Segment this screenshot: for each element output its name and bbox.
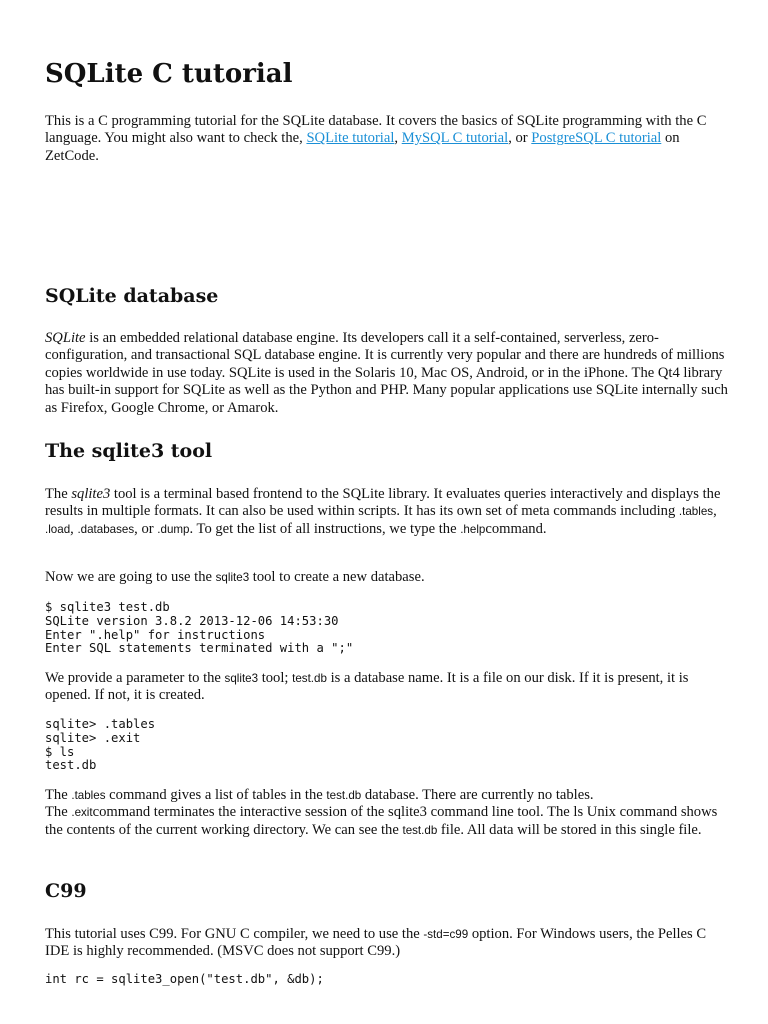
inline-code: .load bbox=[45, 522, 71, 536]
intro-separator: , or bbox=[508, 130, 532, 147]
sqlite-tutorial-link[interactable]: SQLite tutorial bbox=[306, 130, 395, 147]
sqlite3-tool-paragraph-4 bbox=[45, 787, 728, 839]
text: database. There are currently no tables. bbox=[361, 787, 594, 803]
text: command. bbox=[485, 520, 547, 537]
text: The bbox=[45, 787, 72, 803]
intro-separator: , bbox=[394, 130, 402, 147]
inline-code: .databases bbox=[77, 522, 135, 536]
term-sqlite: SQLite bbox=[45, 330, 86, 346]
inline-code: .tables bbox=[71, 789, 106, 802]
text: The bbox=[45, 486, 72, 502]
sqlite-database-paragraph bbox=[45, 330, 728, 417]
text: , bbox=[70, 520, 78, 537]
sqlite3-tool-paragraph-3 bbox=[45, 670, 728, 705]
inline-code: sqlite3 bbox=[215, 571, 250, 584]
inline-code: test.db bbox=[292, 672, 327, 685]
text: Now we are going to use the bbox=[45, 569, 216, 585]
intro-paragraph bbox=[45, 113, 728, 165]
mysql-c-tutorial-link[interactable]: MySQL C tutorial bbox=[401, 130, 509, 147]
text: file. All data will be stored in this single file. bbox=[437, 821, 702, 838]
inline-code: .dump bbox=[157, 522, 190, 536]
sqlite3-tool-paragraph-1 bbox=[45, 486, 728, 538]
c99-paragraph bbox=[45, 926, 728, 961]
text: , bbox=[713, 503, 717, 520]
text: tool; bbox=[258, 670, 293, 686]
text: option. For Windows users, the Pelles C IDE is highly recommended. (MSVC does not support C99.) bbox=[45, 926, 707, 960]
section-heading-sqlite3-tool: The sqlite3 tool bbox=[45, 440, 213, 462]
text: command terminates the interactive session of the sqlite3 command line tool. The ls Unix command shows the contents of the current working directory. We can see the bbox=[45, 804, 718, 838]
code-block-sqlite3-session: $ sqlite3 test.db SQLite version 3.8.2 2013-12-06 14:53:30 Enter ".help" for instructions Enter SQL statements terminated with a ";" bbox=[45, 600, 354, 656]
text: tool is a terminal based frontend to the SQLite library. It evaluates queries interactively and displays the results in multiple formats. It can also be used within scripts. It has its own set of meta commands including bbox=[45, 486, 721, 520]
sqlite-database-text: is an embedded relational database engine. Its developers call it a self-contained, serverless, zero-configuration, and transactional SQL database engine. It is currently very popular and there are hundreds of millions copies worldwide in use today. SQLite is used in the Solaris 10, Mac OS, Android, or in the iPhone. The Qt4 library has built-in support for SQLite as well as the Python and PHP. Many popular applications use SQLite internally such as Firefox, Google Chrome, or Amarok. bbox=[45, 330, 728, 416]
code-block-sqlite3-open: int rc = sqlite3_open("test.db", &db); bbox=[45, 972, 324, 986]
sqlite3-tool-paragraph-2 bbox=[45, 569, 728, 586]
postgresql-c-tutorial-link[interactable]: PostgreSQL C tutorial bbox=[531, 130, 662, 147]
text: We provide a parameter to the bbox=[45, 670, 225, 686]
code-block-tables-exit: sqlite> .tables sqlite> .exit $ ls test.db bbox=[45, 717, 156, 773]
text: command gives a list of tables in the bbox=[105, 787, 327, 803]
inline-code: test.db bbox=[402, 823, 438, 837]
term-sqlite3: sqlite3 bbox=[71, 486, 111, 502]
inline-code: test.db bbox=[326, 789, 362, 802]
text: The bbox=[45, 804, 72, 821]
text: . To get the list of all instructions, we type the bbox=[189, 520, 461, 537]
intro-text: on ZetCode. bbox=[45, 130, 680, 164]
page-title: SQLite C tutorial bbox=[45, 59, 293, 89]
inline-code: -std=c99 bbox=[423, 928, 469, 941]
text: This tutorial uses C99. For GNU C compiler, we need to use the bbox=[45, 926, 424, 942]
intro-text: This is a C programming tutorial for the SQLite database. It covers the basics of SQLite programming with the C language. You might also want to check the, bbox=[45, 113, 707, 147]
inline-code: .help bbox=[460, 522, 486, 536]
inline-code: sqlite3 bbox=[224, 672, 259, 685]
inline-code: .exit bbox=[71, 806, 93, 820]
text: tool to create a new database. bbox=[249, 569, 425, 585]
section-heading-sqlite-database: SQLite database bbox=[45, 285, 219, 307]
text: is a database name. It is a file on our disk. If it is present, it is opened. If not, it is created. bbox=[45, 670, 689, 704]
inline-code: .tables bbox=[678, 505, 714, 519]
section-heading-c99: C99 bbox=[45, 880, 87, 902]
text: , or bbox=[134, 520, 158, 537]
